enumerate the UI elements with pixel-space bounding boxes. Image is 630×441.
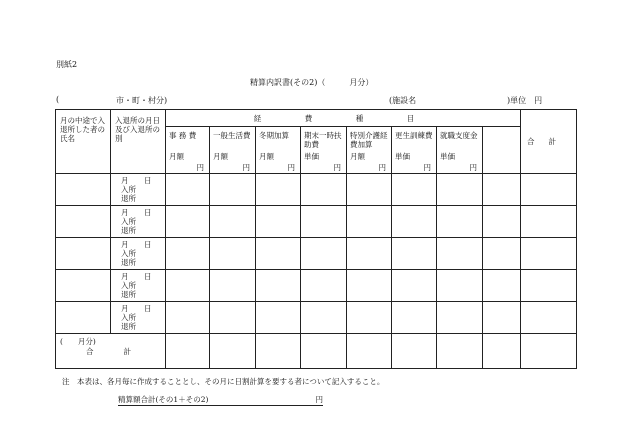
amount-cell[interactable] — [256, 174, 301, 206]
category-name: 事 務 費 — [169, 131, 197, 140]
amount-cell[interactable] — [347, 270, 392, 302]
day-label: 日 — [144, 176, 152, 185]
amount-cell[interactable] — [392, 174, 437, 206]
category-unit: 単価 — [304, 152, 319, 161]
amount-cell[interactable] — [166, 238, 210, 270]
settlement-label: 精算額合計(その1＋その2) — [118, 395, 209, 404]
expense-category-1 — [210, 127, 256, 174]
amount-cell[interactable] — [347, 302, 392, 334]
category-yen: 円 — [423, 163, 431, 172]
leave-label: 退所 — [121, 258, 136, 267]
amount-cell[interactable] — [301, 174, 347, 206]
amount-cell[interactable] — [392, 302, 437, 334]
category-yen: 円 — [378, 163, 386, 172]
move-date-cell[interactable] — [111, 206, 166, 238]
amount-cell[interactable] — [166, 206, 210, 238]
move-date-cell[interactable] — [111, 238, 166, 270]
month-label: 月 — [121, 208, 129, 217]
table-row — [56, 206, 577, 238]
amount-cell[interactable] — [392, 238, 437, 270]
expense-category-3 — [301, 127, 347, 174]
enter-label: 入所 — [121, 281, 136, 290]
move-date-cell[interactable] — [111, 270, 166, 302]
amount-cell[interactable] — [437, 174, 483, 206]
table-row — [56, 270, 577, 302]
category-yen: 円 — [287, 163, 295, 172]
amount-cell[interactable] — [392, 270, 437, 302]
amount-cell[interactable] — [301, 270, 347, 302]
amount-cell[interactable] — [210, 206, 256, 238]
amount-cell[interactable] — [301, 302, 347, 334]
category-name: 特別介護経費加算 — [350, 131, 388, 149]
amount-cell[interactable] — [210, 302, 256, 334]
category-name: 冬期加算 — [259, 131, 289, 140]
header-total: 合計 — [521, 110, 577, 174]
total-month: ( 月分) — [60, 337, 96, 346]
name-cell[interactable] — [56, 270, 111, 302]
amount-cell[interactable] — [210, 174, 256, 206]
amount-cell[interactable] — [347, 174, 392, 206]
category-unit: 単価 — [440, 152, 455, 161]
total-label-cell — [56, 334, 166, 369]
name-cell[interactable] — [56, 238, 111, 270]
amount-cell[interactable] — [483, 174, 521, 206]
amount-cell[interactable] — [166, 302, 210, 334]
total-amount-cell[interactable] — [483, 334, 521, 369]
amount-cell[interactable] — [483, 238, 521, 270]
category-yen: 円 — [242, 163, 250, 172]
amount-cell[interactable] — [256, 302, 301, 334]
unit-label: )単位 円 — [507, 96, 543, 105]
day-label: 日 — [144, 240, 152, 249]
amount-cell[interactable] — [483, 302, 521, 334]
total-amount-cell[interactable] — [166, 334, 210, 369]
open-paren: ( — [56, 95, 60, 104]
page-title: 精算内訳書(その2)（ 月分） — [250, 78, 374, 87]
category-yen: 円 — [333, 163, 341, 172]
category-name: 期末一時扶助費 — [304, 131, 342, 149]
total-amount-cell[interactable] — [437, 334, 483, 369]
breakdown-table — [55, 109, 577, 369]
total-amount-cell[interactable] — [301, 334, 347, 369]
category-unit: 月額 — [169, 152, 184, 161]
amount-cell[interactable] — [521, 238, 577, 270]
total-amount-cell[interactable] — [521, 334, 577, 369]
amount-cell[interactable] — [166, 174, 210, 206]
category-unit: 単価 — [395, 152, 410, 161]
amount-cell[interactable] — [521, 302, 577, 334]
settlement-total-line — [118, 394, 323, 406]
month-label: 月 — [121, 240, 129, 249]
amount-cell[interactable] — [521, 270, 577, 302]
expense-category-5 — [392, 127, 437, 174]
footnote: 注 本表は、各月毎に作成することとし、その月に日割計算を要する者について記入すること。 — [62, 377, 385, 386]
day-label: 日 — [144, 272, 152, 281]
amount-cell[interactable] — [521, 206, 577, 238]
category-name: 一般生活費 — [213, 131, 251, 140]
expense-category-6 — [437, 127, 483, 174]
enter-label: 入所 — [121, 185, 136, 194]
name-cell[interactable] — [56, 302, 111, 334]
leave-label: 退所 — [121, 194, 136, 203]
amount-cell[interactable] — [347, 238, 392, 270]
expense-category-4 — [347, 127, 392, 174]
header-stay-name: 月の中途で入退所した者の氏名 — [56, 110, 111, 174]
total-amount-cell[interactable] — [256, 334, 301, 369]
total-amount-cell[interactable] — [347, 334, 392, 369]
leave-label: 退所 — [121, 322, 136, 331]
header-move-date: 入退所の月日及び入退所の別 — [111, 110, 166, 174]
name-cell[interactable] — [56, 206, 111, 238]
amount-cell[interactable] — [483, 270, 521, 302]
enter-label: 入所 — [121, 217, 136, 226]
expense-category-2 — [256, 127, 301, 174]
day-label: 日 — [144, 304, 152, 313]
expense-category-0 — [166, 127, 210, 174]
month-label: 月 — [121, 176, 129, 185]
municipality-label: 市・町・村分) — [116, 96, 168, 105]
annex-label: 別紙2 — [56, 60, 78, 69]
settlement-yen: 円 — [315, 395, 323, 404]
amount-cell[interactable] — [521, 174, 577, 206]
leave-label: 退所 — [121, 226, 136, 235]
amount-cell[interactable] — [166, 270, 210, 302]
category-unit: 月額 — [259, 152, 274, 161]
total-amount-cell[interactable] — [392, 334, 437, 369]
amount-cell[interactable] — [256, 238, 301, 270]
amount-cell[interactable] — [301, 238, 347, 270]
month-label: 月 — [121, 272, 129, 281]
amount-cell[interactable] — [210, 238, 256, 270]
header-expense-type: 経 費 種 目 — [166, 110, 521, 127]
amount-cell[interactable] — [301, 206, 347, 238]
name-cell[interactable] — [56, 174, 111, 206]
total-amount-cell[interactable] — [210, 334, 256, 369]
category-yen: 円 — [469, 163, 477, 172]
leave-label: 退所 — [121, 290, 136, 299]
move-date-cell[interactable] — [111, 302, 166, 334]
amount-cell[interactable] — [392, 206, 437, 238]
amount-cell[interactable] — [256, 270, 301, 302]
amount-cell[interactable] — [256, 206, 301, 238]
category-unit: 月額 — [213, 152, 228, 161]
category-yen: 円 — [196, 163, 204, 172]
category-name: 就職支度金 — [440, 131, 478, 140]
day-label: 日 — [144, 208, 152, 217]
enter-label: 入所 — [121, 249, 136, 258]
amount-cell[interactable] — [210, 270, 256, 302]
facility-label: (施設名 — [389, 96, 417, 105]
table-row — [56, 174, 577, 206]
total-label: 合計 — [86, 347, 161, 356]
amount-cell[interactable] — [437, 238, 483, 270]
month-label: 月 — [121, 304, 129, 313]
amount-cell[interactable] — [437, 302, 483, 334]
amount-cell[interactable] — [437, 270, 483, 302]
category-name: 更生訓練費 — [395, 131, 433, 140]
table-row — [56, 302, 577, 334]
table-row — [56, 238, 577, 270]
total-row — [56, 334, 577, 369]
category-unit: 月額 — [350, 152, 365, 161]
amount-cell[interactable] — [347, 206, 392, 238]
expense-category-7 — [483, 127, 521, 174]
enter-label: 入所 — [121, 313, 136, 322]
amount-cell[interactable] — [437, 206, 483, 238]
amount-cell[interactable] — [483, 206, 521, 238]
move-date-cell[interactable] — [111, 174, 166, 206]
